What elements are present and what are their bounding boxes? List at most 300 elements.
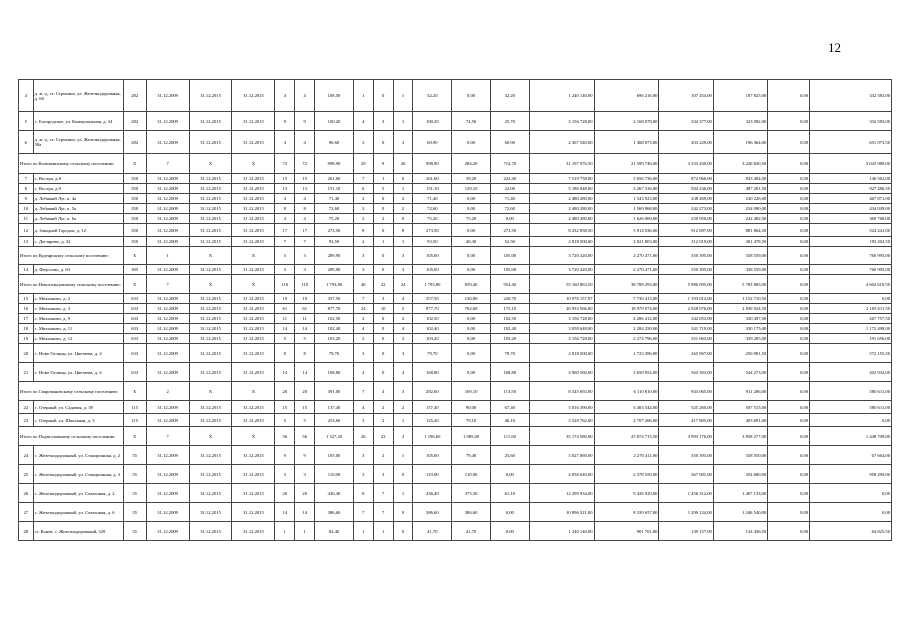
- table-cell: 55: [123, 465, 146, 484]
- table-cell: 23: [19, 414, 34, 427]
- table-cell: 3 267 316,00: [594, 184, 659, 194]
- table-cell: X: [189, 382, 232, 401]
- table-cell: 96,60: [315, 131, 354, 154]
- table-cell: 103,20: [315, 334, 354, 344]
- table-cell: 1: [393, 446, 413, 465]
- table-cell: 0,00: [768, 131, 810, 154]
- table-cell: 75,20: [452, 214, 491, 224]
- table-cell: 3 156 728,00: [529, 314, 594, 324]
- table-cell: 3: [275, 265, 295, 275]
- table-cell: 2: [393, 401, 413, 414]
- table-cell: 2 168 078,00: [594, 112, 659, 131]
- table-cell: 31.12.2015: [232, 131, 275, 154]
- table-cell: 350: [123, 204, 146, 214]
- table-cell: 11: [275, 314, 295, 324]
- table-cell: 8: [353, 484, 373, 503]
- table-cell: 7 519 758,00: [529, 174, 594, 184]
- table-cell: 79,10: [452, 414, 491, 427]
- table-cell: 32,20: [490, 80, 529, 112]
- table-cell: 3: [393, 131, 413, 154]
- table-cell: X: [123, 382, 146, 401]
- table-cell: 5: [295, 414, 315, 427]
- table-cell: 4: [295, 214, 315, 224]
- table-row: [19, 237, 892, 247]
- table-cell: 0,00: [768, 265, 810, 275]
- table-cell: 12: [19, 224, 34, 237]
- table-cell: 1: [393, 414, 413, 427]
- table-cell: 31.12.2015: [189, 184, 232, 194]
- table-cell: 1 246 540,00: [713, 503, 767, 522]
- table-cell: 7: [353, 174, 373, 184]
- table-cell: 31.12.2009: [146, 324, 189, 334]
- table-cell: 55: [123, 522, 146, 541]
- table-cell: 633: [123, 363, 146, 382]
- table-cell: 31.12.2015: [189, 484, 232, 503]
- table-cell: 507 515,00: [713, 401, 767, 414]
- table-cell: 1 327,20: [315, 427, 354, 446]
- table-cell: 0,00: [768, 503, 810, 522]
- table-cell: 1 240 140,00: [529, 522, 594, 541]
- table-cell: 11: [19, 214, 34, 224]
- table-cell: 0,00: [768, 324, 810, 334]
- table-cell: 0: [373, 247, 393, 265]
- table-row: [19, 224, 892, 237]
- table-cell: 71,40: [490, 194, 529, 204]
- table-cell: 4 960 560,00: [529, 363, 594, 382]
- table-cell: 0,00: [452, 344, 491, 363]
- table-cell: 338 550,00: [713, 446, 767, 465]
- table-cell: 323 082,00: [713, 112, 767, 131]
- table-cell: 168,80: [315, 363, 354, 382]
- table-cell: 2 021 803,00: [594, 237, 659, 247]
- table-cell: 0,00: [452, 363, 491, 382]
- subtotal-row: [19, 247, 892, 265]
- table-cell: 20: [275, 382, 295, 401]
- table-cell: 105,00: [413, 247, 452, 265]
- table-cell: 31.12.2015: [189, 294, 232, 304]
- table-cell: 0: [393, 503, 413, 522]
- table-cell: 338 559,00: [713, 247, 767, 265]
- table-cell: 17: [295, 224, 315, 237]
- table-cell: 19: [19, 334, 34, 344]
- table-cell: 580 611,00: [810, 401, 892, 414]
- table-cell: 23: [373, 427, 393, 446]
- table-cell: 7: [353, 294, 373, 304]
- table-cell: 20: [295, 484, 315, 503]
- table-cell: 203 229,00: [659, 131, 713, 154]
- table-cell: 2 928 076,00: [659, 304, 713, 314]
- table-cell: 2: [353, 237, 373, 247]
- table-cell: 0,00: [768, 427, 810, 446]
- table-cell: 2: [146, 382, 189, 401]
- table-cell: 3 220 820,50: [713, 154, 767, 174]
- table-cell: с. Вострa, д.8: [33, 174, 123, 184]
- table-cell: 250 950,00: [659, 214, 713, 224]
- table-cell: 31.12.2015: [189, 334, 232, 344]
- table-cell: X: [123, 427, 146, 446]
- table-cell: 342 053,00: [659, 314, 713, 324]
- table-cell: 242 273,00: [659, 204, 713, 214]
- table-cell: 273,50: [413, 224, 452, 237]
- table-cell: 102,50: [490, 314, 529, 324]
- table-cell: 1: [393, 184, 413, 194]
- table-cell: 0,00: [810, 294, 892, 304]
- table-cell: 3 043 980,00: [810, 154, 892, 174]
- table-cell: 1 172 498,00: [810, 324, 892, 334]
- table-cell: 113,50: [490, 382, 529, 401]
- table-cell: 4: [353, 112, 373, 131]
- table-cell: 1: [373, 174, 393, 184]
- table-row: [19, 174, 892, 184]
- table-cell: 760 995,00: [810, 247, 892, 265]
- table-cell: 56: [275, 427, 295, 446]
- table-cell: 8: [295, 344, 315, 363]
- table-cell: 3: [353, 247, 373, 265]
- table-cell: 5 656 736,00: [594, 174, 659, 184]
- table-cell: 151,10: [413, 184, 452, 194]
- table-cell: 1: [295, 522, 315, 541]
- table-cell: 1 290 124,00: [659, 503, 713, 522]
- table-cell: 18: [19, 324, 34, 334]
- table-cell: 31.12.2015: [232, 80, 275, 112]
- table-cell: 31.12.2015: [189, 363, 232, 382]
- table-cell: с. Михалково, д. 12: [33, 334, 123, 344]
- table-cell: 17: [275, 224, 295, 237]
- subtotal-row: [19, 154, 892, 174]
- table-row: [19, 484, 892, 503]
- table-cell: 31.12.2015: [232, 484, 275, 503]
- table-cell: 7: [146, 427, 189, 446]
- table-cell: 31.12.2015: [189, 265, 232, 275]
- table-cell: 234 090,00: [713, 204, 767, 214]
- table-cell: 72: [295, 154, 315, 174]
- table-cell: 31.12.2015: [189, 522, 232, 541]
- table-cell: 3: [353, 131, 373, 154]
- table-cell: 31.12.2015: [232, 334, 275, 344]
- table-cell: 0,00: [768, 194, 810, 204]
- table-cell: 20: [19, 344, 34, 363]
- table-cell: 9: [19, 194, 34, 204]
- table-cell: X: [232, 382, 275, 401]
- table-row: [19, 80, 892, 112]
- table-cell: 525 260,00: [659, 401, 713, 414]
- table-cell: 31.12.2015: [189, 174, 232, 184]
- table-row: [19, 112, 892, 131]
- table-cell: 0,00: [768, 484, 810, 503]
- table-cell: 4: [295, 131, 315, 154]
- table-cell: 0,00: [768, 414, 810, 427]
- table-cell: 350: [123, 214, 146, 224]
- table-cell: Итого по Колпакинскому сельскому поселению:: [19, 154, 124, 174]
- table-cell: 386,60: [413, 503, 452, 522]
- table-cell: 7: [353, 503, 373, 522]
- table-cell: 436,40: [413, 484, 452, 503]
- table-cell: 31.12.2009: [146, 204, 189, 214]
- table-cell: 998,90: [315, 154, 354, 174]
- table-cell: 958 290,00: [810, 465, 892, 484]
- table-cell: 10 896 321,00: [529, 503, 594, 522]
- table-cell: 32,20: [413, 80, 452, 112]
- table-cell: 107 825,00: [713, 80, 767, 112]
- table-cell: 31.12.2015: [189, 401, 232, 414]
- table-row: [19, 363, 892, 382]
- table-cell: 26 933 566,00: [529, 304, 594, 314]
- table-cell: 41,70: [413, 522, 452, 541]
- table-cell: 0,00: [768, 344, 810, 363]
- table-cell: 267 757,50: [810, 314, 892, 324]
- table-cell: 357,50: [413, 294, 452, 304]
- table-row: [19, 503, 892, 522]
- table-cell: 31.12.2009: [146, 80, 189, 112]
- table-cell: 3: [295, 265, 315, 275]
- table-cell: 0: [373, 265, 393, 275]
- table-cell: Итого по Кудеярскому сельскому поселению:: [19, 247, 124, 265]
- table-cell: 633: [123, 294, 146, 304]
- table-cell: 633: [123, 334, 146, 344]
- table-cell: X: [189, 427, 232, 446]
- table-cell: 103,20: [490, 334, 529, 344]
- table-cell: 168,80: [490, 363, 529, 382]
- table-cell: 10 076 157,97: [529, 294, 594, 304]
- table-cell: 31.12.2015: [189, 314, 232, 324]
- table-cell: 0,00: [768, 465, 810, 484]
- table-cell: 0,00: [452, 324, 491, 334]
- table-cell: 105,00: [490, 247, 529, 265]
- table-cell: 14: [295, 503, 315, 522]
- table-cell: 350: [123, 174, 146, 184]
- table-cell: 282,60: [413, 382, 452, 401]
- table-cell: 4 058 640,00: [529, 465, 594, 484]
- table-cell: 31.12.2015: [232, 294, 275, 304]
- table-cell: 0,00: [490, 465, 529, 484]
- table-cell: 0,00: [452, 204, 491, 214]
- table-cell: 3: [373, 112, 393, 131]
- table-cell: 901 701,00: [594, 522, 659, 541]
- table-cell: 0: [373, 131, 393, 154]
- table-cell: 24: [353, 304, 373, 314]
- table-cell: 52,50: [490, 237, 529, 247]
- table-cell: 90,00: [452, 401, 491, 414]
- table-cell: 3: [275, 247, 295, 265]
- table-cell: 125,20: [413, 414, 452, 427]
- table-cell: 633: [123, 304, 146, 314]
- table-cell: 202 932,00: [810, 363, 892, 382]
- table-cell: 31.12.2009: [146, 465, 189, 484]
- table-cell: 467 871,00: [810, 194, 892, 204]
- table-cell: 3 333 430,00: [659, 154, 713, 174]
- table-cell: 0: [373, 204, 393, 214]
- table-cell: 3 156 728,00: [529, 334, 594, 344]
- table-cell: 55: [123, 484, 146, 503]
- table-cell: X: [232, 427, 275, 446]
- register-table: [18, 79, 892, 541]
- table-cell: 544 273,00: [713, 363, 767, 382]
- table-cell: 282: [123, 80, 146, 112]
- table-cell: 0,00: [768, 275, 810, 294]
- table-cell: 350 393,00: [659, 446, 713, 465]
- table-cell: 31.12.2009: [146, 294, 189, 304]
- table-cell: 31.12.2015: [232, 304, 275, 314]
- table-cell: 31.12.2015: [189, 414, 232, 427]
- table-cell: 702,60: [452, 304, 491, 314]
- table-cell: 8 232 858,50: [529, 224, 594, 237]
- table-cell: 284,20: [452, 154, 491, 174]
- table-cell: 3: [353, 446, 373, 465]
- table-cell: 4: [295, 80, 315, 112]
- table-cell: 6 110 810,00: [594, 382, 659, 401]
- table-cell: 55: [123, 503, 146, 522]
- table-cell: 436,40: [315, 484, 354, 503]
- table-cell: 265 967,00: [659, 344, 713, 363]
- table-cell: 35 174 580,00: [529, 427, 594, 446]
- table-row: [19, 294, 892, 304]
- table-cell: Итого по Сваровановскому сельскому поселению:: [19, 382, 124, 401]
- table-cell: 0,00: [490, 503, 529, 522]
- table-cell: 1: [393, 484, 413, 503]
- table-cell: 1: [373, 237, 393, 247]
- table-cell: 0: [373, 363, 393, 382]
- table-cell: с. Железнодорожный, ул. Станционная, д. 3: [33, 465, 123, 484]
- table-cell: 872 966,00: [659, 174, 713, 184]
- table-cell: 7: [295, 237, 315, 247]
- table-cell: 31.12.2015: [232, 522, 275, 541]
- table-cell: 524 241,00: [810, 224, 892, 237]
- table-cell: X: [123, 154, 146, 174]
- table-cell: 0: [373, 80, 393, 112]
- table-cell: 386,60: [315, 503, 354, 522]
- table-cell: 24: [19, 446, 34, 465]
- table-row: [19, 131, 892, 154]
- table-cell: 8: [295, 204, 315, 214]
- table-cell: 0: [373, 344, 393, 363]
- table-cell: 0,00: [452, 194, 491, 204]
- table-cell: 3 650 052,00: [594, 363, 659, 382]
- table-cell: 46,10: [490, 414, 529, 427]
- table-cell: 102,40: [315, 324, 354, 334]
- table-cell: с. Озерный, ул. Школьная, д. 3: [33, 414, 123, 427]
- table-row: [19, 401, 892, 414]
- table-cell: 5: [373, 184, 393, 194]
- table-cell: 4: [393, 294, 413, 304]
- table-cell: 15: [275, 401, 295, 414]
- table-cell: 301 478,50: [713, 237, 767, 247]
- table-cell: 261,60: [315, 174, 354, 184]
- table-cell: с. Михалково, д. 9: [33, 314, 123, 324]
- table-cell: 354 680,00: [713, 465, 767, 484]
- table-cell: 31.12.2015: [232, 314, 275, 324]
- table-cell: 21: [19, 363, 34, 382]
- table-cell: 31.12.2015: [232, 194, 275, 204]
- table-cell: X: [123, 275, 146, 294]
- table-cell: 633: [123, 324, 146, 334]
- table-cell: 137,40: [315, 401, 354, 414]
- table-cell: 1: [146, 247, 189, 265]
- table-cell: 1 456 312,00: [659, 484, 713, 503]
- table-cell: 71,40: [413, 194, 452, 204]
- table-row: [19, 204, 892, 214]
- table-cell: 0,00: [452, 131, 491, 154]
- table-cell: 20: [393, 154, 413, 174]
- table-cell: 129,10: [452, 184, 491, 194]
- table-cell: 115: [123, 414, 146, 427]
- table-cell: д. Лебяжий Луг, п. 4а: [33, 194, 123, 204]
- table-cell: 31.12.2015: [189, 503, 232, 522]
- table-cell: 339 205,00: [713, 334, 767, 344]
- table-cell: 9: [373, 154, 393, 174]
- table-cell: 1: [393, 237, 413, 247]
- table-cell: с. Михалково, д. 11: [33, 324, 123, 334]
- table-row: [19, 214, 892, 224]
- table-cell: 5: [19, 112, 34, 131]
- table-cell: 0,00: [768, 304, 810, 314]
- table-cell: 1: [373, 522, 393, 541]
- table-cell: 2: [353, 334, 373, 344]
- table-cell: 912 697,00: [659, 224, 713, 237]
- table-cell: 61: [295, 304, 315, 314]
- table-cell: 4: [275, 214, 295, 224]
- table-cell: 2: [373, 446, 393, 465]
- table-cell: 31.12.2015: [189, 204, 232, 214]
- table-cell: 111,60: [490, 427, 529, 446]
- table-cell: 0,00: [768, 80, 810, 112]
- table-cell: X: [123, 247, 146, 265]
- table-cell: X: [232, 154, 275, 174]
- table-cell: 341 719,00: [659, 324, 713, 334]
- table-cell: 3 720 420,00: [529, 265, 594, 275]
- table-cell: 1 569 868,00: [594, 204, 659, 214]
- table-cell: 2: [393, 314, 413, 324]
- table-cell: 146 562,00: [810, 174, 892, 184]
- table-cell: 64 825,50: [810, 522, 892, 541]
- table-cell: 3: [295, 247, 315, 265]
- table-cell: 3 403 544,00: [594, 401, 659, 414]
- table-row: [19, 446, 892, 465]
- table-cell: X: [189, 275, 232, 294]
- table-cell: 222,40: [490, 174, 529, 184]
- table-cell: 1 448 709,00: [810, 427, 892, 446]
- table-cell: д. Лебяжий Луг, п. 6а: [33, 214, 123, 224]
- table-cell: 5 914 036,00: [594, 224, 659, 237]
- table-cell: 72: [275, 154, 295, 174]
- table-cell: 71,40: [315, 194, 354, 204]
- table-cell: 11: [295, 314, 315, 324]
- table-cell: 7: [373, 484, 393, 503]
- table-cell: 4: [393, 324, 413, 334]
- table-cell: д. ж.-д. ст. Строкино, ул. Железнодорожная, д. 60: [33, 80, 123, 112]
- table-cell: 256 981,50: [713, 344, 767, 363]
- table-cell: 2: [353, 204, 373, 214]
- table-cell: 273,50: [315, 224, 354, 237]
- table-cell: 6: [393, 174, 413, 184]
- table-cell: 332 583,00: [810, 112, 892, 131]
- table-cell: 29: [353, 154, 373, 174]
- table-cell: 3 058 648,00: [529, 324, 594, 334]
- table-cell: 3: [353, 414, 373, 427]
- table-cell: 943 065,00: [659, 382, 713, 401]
- table-cell: 14: [275, 324, 295, 334]
- table-cell: 22: [19, 401, 34, 414]
- table-cell: 7 730 413,00: [594, 294, 659, 304]
- table-cell: 230 226,00: [713, 194, 767, 204]
- table-cell: 22,00: [490, 184, 529, 194]
- table-row: [19, 314, 892, 324]
- table-cell: 108,50: [315, 80, 354, 112]
- table-cell: 12 299 934,00: [529, 484, 594, 503]
- table-cell: 0,00: [810, 503, 892, 522]
- table-cell: 31.12.2009: [146, 363, 189, 382]
- table-cell: 8: [393, 224, 413, 237]
- table-cell: 2: [393, 334, 413, 344]
